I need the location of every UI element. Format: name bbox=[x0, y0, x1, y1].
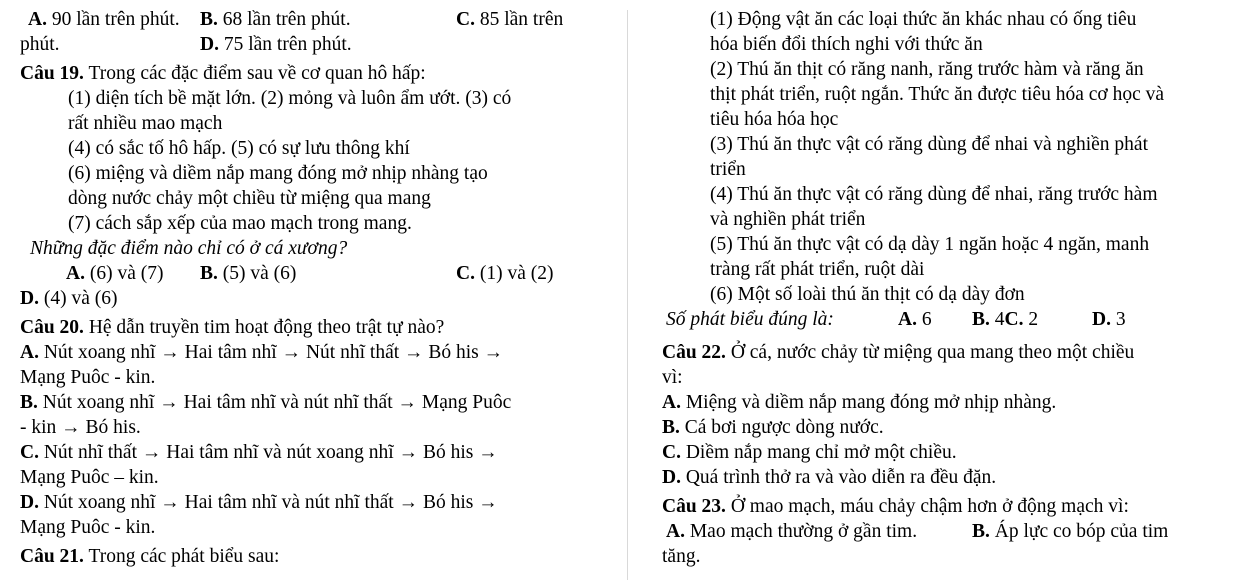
q19-item: dòng nước chảy một chiều từ miệng qua mang bbox=[68, 188, 431, 209]
q20-answer-a-cont: Mạng Puôc - kin. bbox=[20, 367, 156, 388]
q23-stem: Câu 23. Ở mao mạch, máu chảy chậm hơn ở động mạch vì: bbox=[662, 496, 1129, 517]
q19-item: (7) cách sắp xếp của mao mạch trong mang. bbox=[68, 213, 412, 234]
q20-answer-c: C. Nút nhĩ thất → Hai tâm nhĩ và nút xoang nhĩ → Bó his → bbox=[20, 442, 498, 463]
q19-answer-d: D. (4) và (6) bbox=[20, 288, 118, 309]
q19-item: (4) có sắc tố hô hấp. (5) có sự lưu thông khí bbox=[68, 138, 410, 159]
q21-item: (4) Thú ăn thực vật có răng dùng để nhai, răng trước hàm bbox=[710, 184, 1158, 205]
q22-answer-c: C. Diềm nắp mang chỉ mở một chiều. bbox=[662, 442, 957, 463]
q21-item: (5) Thú ăn thực vật có dạ dày 1 ngăn hoặc 4 ngăn, manh bbox=[710, 234, 1150, 255]
q21-item: hóa biến đổi thích nghi với thức ăn bbox=[710, 34, 983, 55]
q20-answer-d: D. Nút xoang nhĩ → Hai tâm nhĩ và nút nhĩ thất → Bó his → bbox=[20, 492, 498, 513]
q23-answer-b-cont: tăng. bbox=[662, 546, 701, 567]
right-column bbox=[662, 7, 1247, 569]
q20-answer-d-cont: Mạng Puôc - kin. bbox=[20, 517, 156, 538]
q20-answer-a: A. Nút xoang nhĩ → Hai tâm nhĩ → Nút nhĩ thất → Bó his → bbox=[20, 342, 504, 363]
q18-answers-line2: phút. D. 75 lần trên phút. bbox=[20, 34, 352, 55]
q19-item: (6) miệng và diềm nắp mang đóng mở nhịp nhàng tạo bbox=[68, 163, 488, 184]
q21-item: tràng rất phát triển, ruột dài bbox=[710, 259, 925, 280]
q21-stem: Câu 21. Trong các phát biểu sau: bbox=[20, 546, 280, 567]
q19-question: Những đặc điểm nào chỉ có ở cá xương? bbox=[30, 238, 348, 259]
q21-item: (2) Thú ăn thịt có răng nanh, răng trước hàm và răng ăn bbox=[710, 59, 1144, 80]
column-divider bbox=[627, 10, 628, 580]
q20-answer-b: B. Nút xoang nhĩ → Hai tâm nhĩ và nút nhĩ thất → Mạng Puôc bbox=[20, 392, 512, 413]
q21-item: và nghiền phát triển bbox=[710, 209, 866, 230]
q20-stem: Câu 20. Hệ dẫn truyền tim hoạt động theo trật tự nào? bbox=[20, 317, 445, 338]
q21-item: thịt phát triển, ruột ngắn. Thức ăn được tiêu hóa cơ học và bbox=[710, 84, 1165, 105]
q19-item: rất nhiều mao mạch bbox=[68, 113, 223, 134]
q21-item: triển bbox=[710, 159, 746, 180]
q22-stem-cont: vì: bbox=[662, 367, 683, 388]
q19-answers: A. (6) và (7) B. (5) và (6) C. (1) và (2) bbox=[66, 263, 554, 284]
q19-item: (1) diện tích bề mặt lớn. (2) mỏng và luôn ẩm ướt. (3) có bbox=[68, 88, 512, 109]
q21-answers: Số phát biểu đúng là: A. 6 B. 4C. 2 D. 3 bbox=[666, 309, 1126, 330]
q21-item: (6) Một số loài thú ăn thịt có dạ dày đơn bbox=[710, 284, 1025, 305]
q20-answer-c-cont: Mạng Puôc – kin. bbox=[20, 467, 159, 488]
q18-answers-line1: A. 90 lần trên phút. B. 68 lần trên phút. C. 85 lần trên bbox=[28, 9, 564, 30]
q21-item: (1) Động vật ăn các loại thức ăn khác nhau có ống tiêu bbox=[710, 9, 1137, 30]
q22-answer-a: A. Miệng và diềm nắp mang đóng mở nhịp nhàng. bbox=[662, 392, 1057, 413]
q21-item: tiêu hóa hóa học bbox=[710, 109, 839, 130]
q21-item: (3) Thú ăn thực vật có răng dùng để nhai và nghiền phát bbox=[710, 134, 1148, 155]
q22-answer-d: D. Quá trình thở ra và vào diễn ra đều đặn. bbox=[662, 467, 997, 488]
q23-answers: A. Mao mạch thường ở gần tim. B. Áp lực co bóp của tim bbox=[666, 521, 1169, 542]
q22-stem: Câu 22. Ở cá, nước chảy từ miệng qua mang theo một chiều bbox=[662, 342, 1135, 363]
q22-answer-b: B. Cá bơi ngược dòng nước. bbox=[662, 417, 884, 438]
left-column bbox=[20, 7, 620, 569]
q19-stem: Câu 19. Trong các đặc điểm sau về cơ quan hô hấp: bbox=[20, 63, 426, 84]
q20-answer-b-cont: - kin → Bó his. bbox=[20, 417, 141, 438]
